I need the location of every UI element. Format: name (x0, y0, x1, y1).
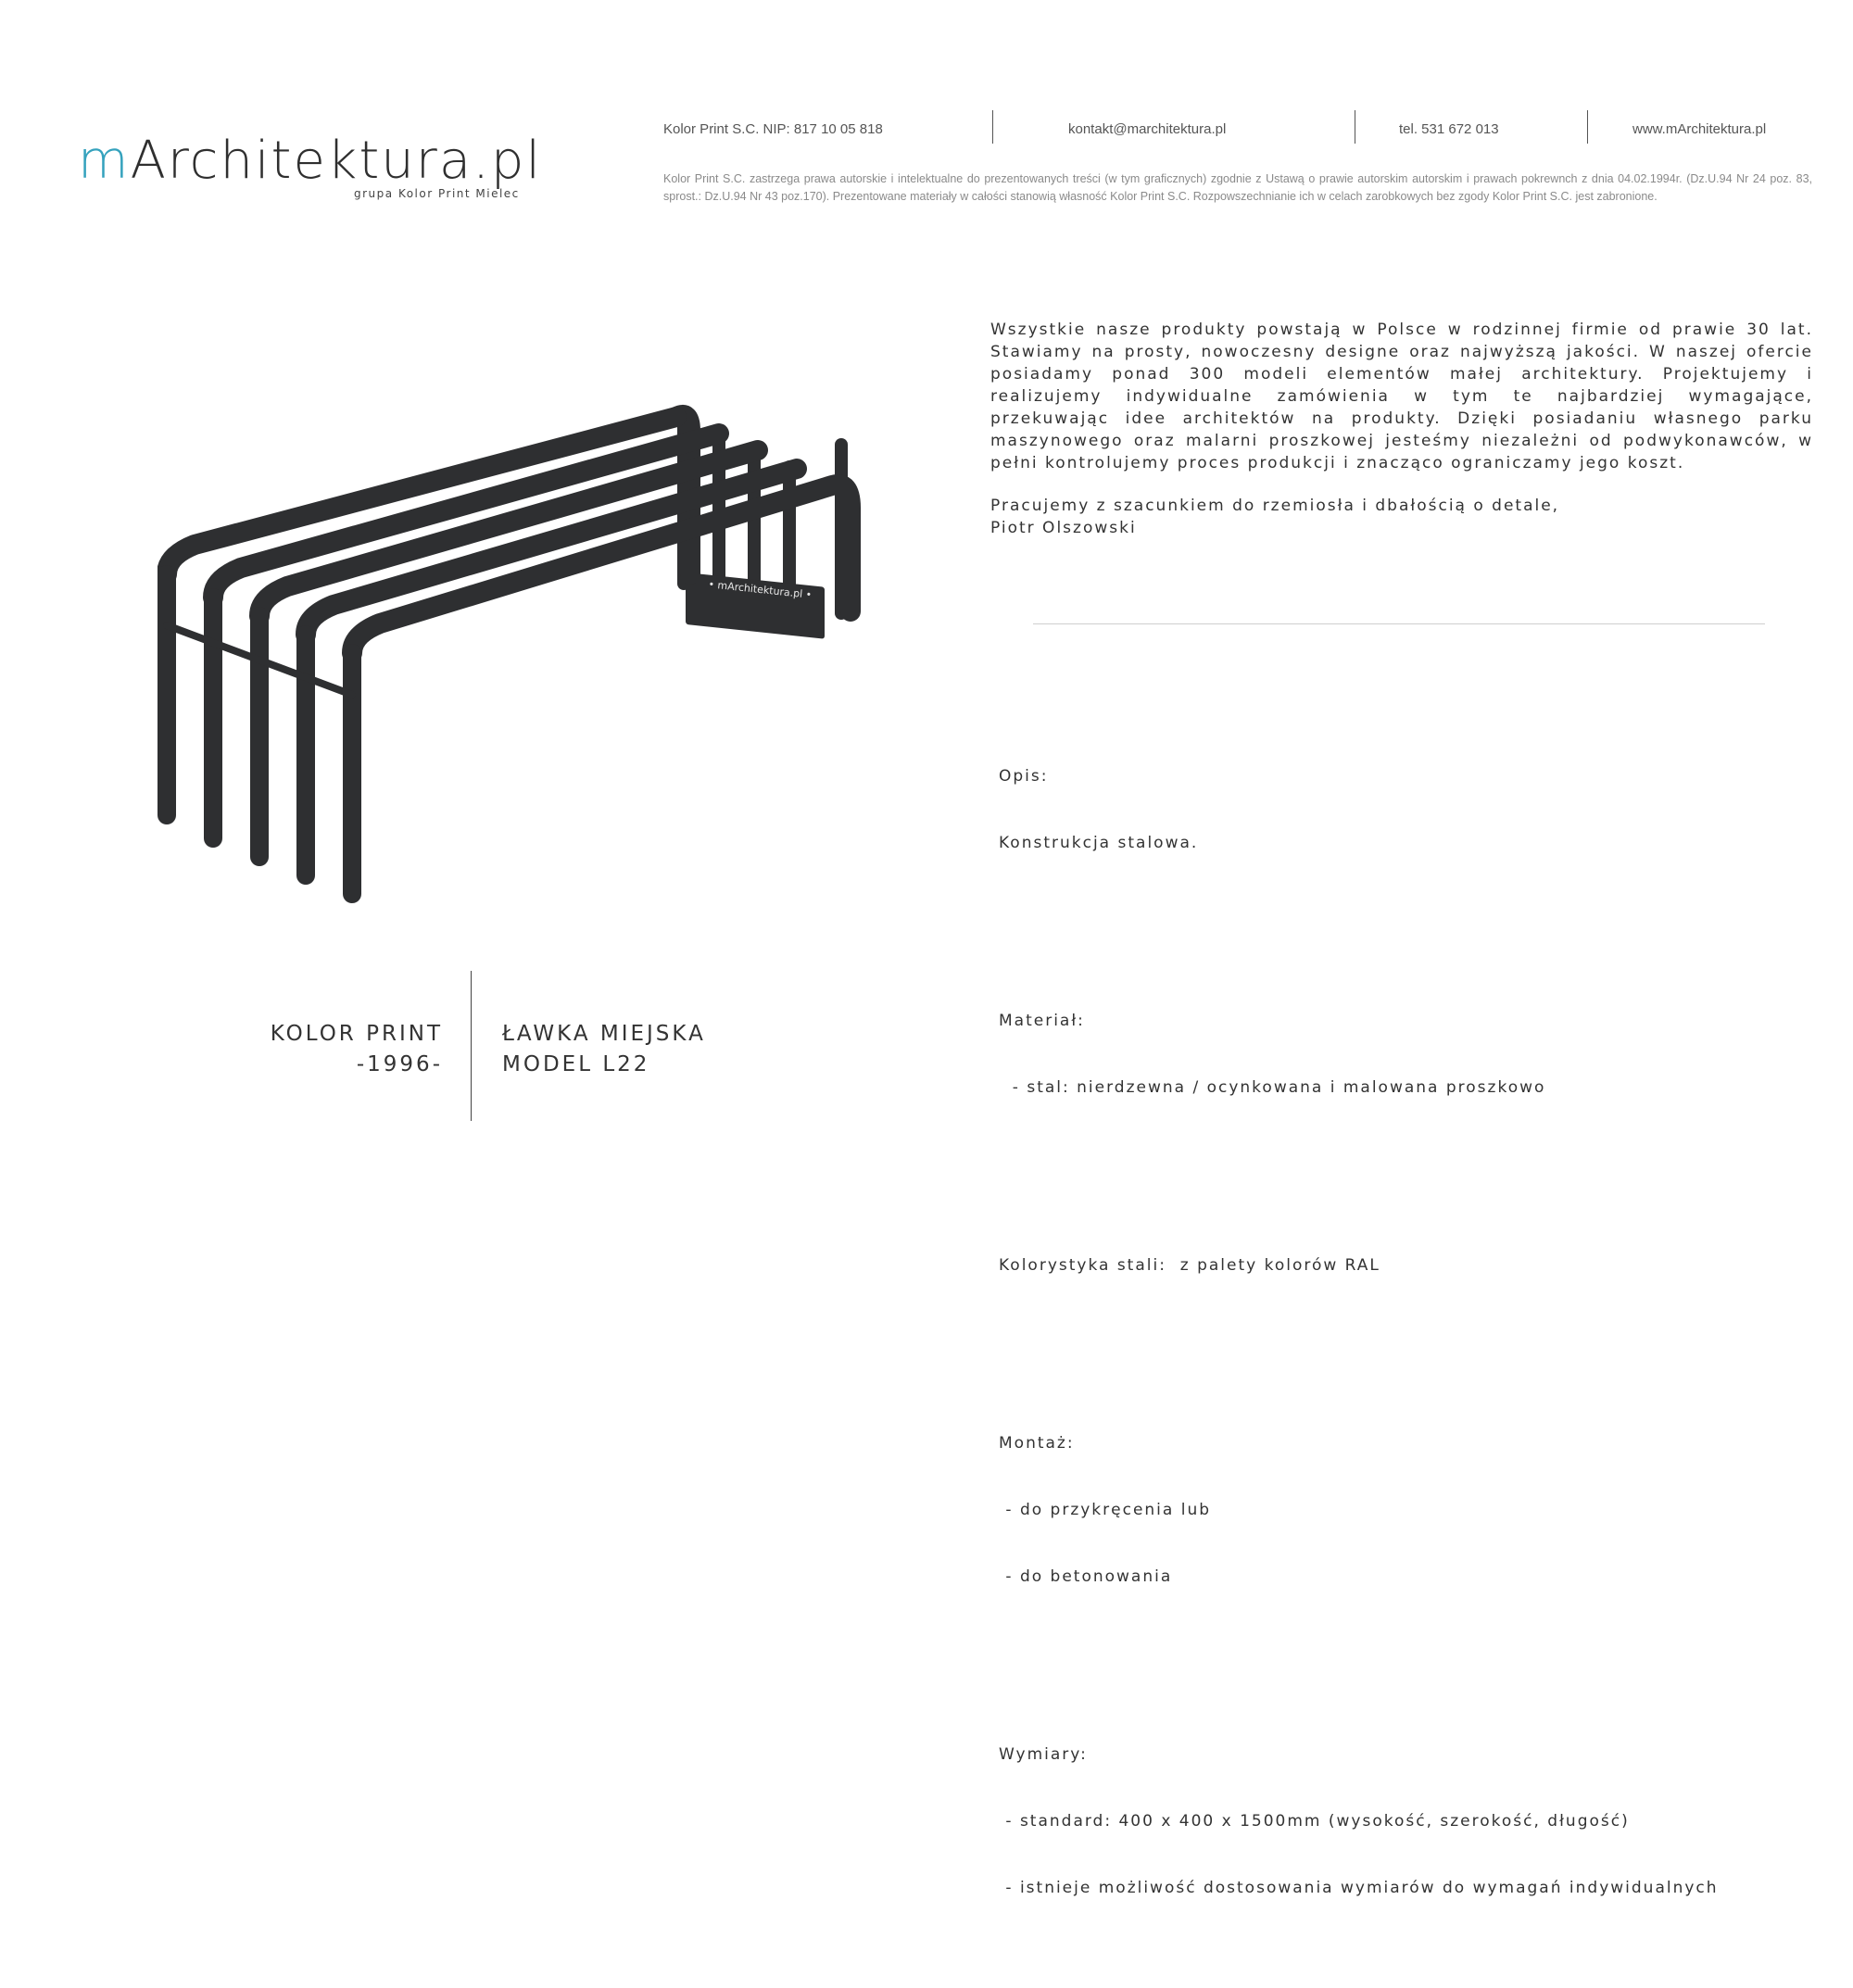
bench-left-legs (167, 574, 352, 894)
product-title (502, 1019, 706, 1080)
logo-m: m (78, 131, 131, 191)
spec-material-value: - stal: nierdzewna / ocynkowana i malowana proszkowo (999, 1078, 1546, 1097)
section-divider (1033, 623, 1765, 624)
spec-montaz-item: - do przykręcenia lub (999, 1501, 1212, 1519)
contact-email[interactable]: kontakt@marchitektura.pl (1068, 121, 1227, 137)
brand-name: KOLOR PRINT (270, 1022, 443, 1046)
company-info: Kolor Print S.C. NIP: 817 10 05 818 (663, 121, 883, 137)
intro-section (990, 319, 1813, 539)
specs-section (999, 676, 1719, 1988)
legal-notice: Kolor Print S.C. zastrzega prawa autorskie i intelektualne do prezentowanych treści (w tym graficznych) zgodnie z Ustawą o prawie autorskim autorskim i prawach pokrewnch z dnia 04.02.1994r. (Dz.U.94 Nr 24 poz. 83, sprost.: Dz.U.94 Nr 43 poz.170). Prezentowane materiały w całości stanowią własność Kolor Print S.C. Rozpowszechnianie ich w celach zarobkowych bez zgody Kolor Print S.C. jest zabronione. (663, 172, 1812, 203)
brand-logo (78, 131, 543, 191)
spec-opis-value: Konstrukcja stalowa. (999, 834, 1199, 852)
spec-wymiary-label: Wymiary: (999, 1745, 1088, 1764)
title-divider (471, 971, 472, 1121)
product-name: ŁAWKA MIEJSKA (502, 1022, 706, 1046)
spec-color: Kolorystyka stali: z palety kolorów RAL (999, 1256, 1380, 1275)
spec-opis-label: Opis: (999, 767, 1049, 786)
header-divider (992, 110, 993, 144)
logo-wordmark: Architektura.pl (130, 131, 543, 191)
contact-phone[interactable]: tel. 531 672 013 (1399, 121, 1499, 137)
product-model: MODEL L22 (502, 1052, 650, 1076)
spec-montaz-item: - do betonowania (999, 1567, 1173, 1586)
spec-material-label: Materiał: (999, 1012, 1085, 1030)
logo-subtitle: grupa Kolor Print Mielec (354, 187, 520, 200)
header-divider (1587, 110, 1588, 144)
spec-wymiary-item: - standard: 400 x 400 x 1500mm (wysokość, szerokość, długość) (999, 1812, 1630, 1831)
spec-wymiary-item: - istnieje możliwość dostosowania wymiarów do wymagań indywidualnych (999, 1879, 1719, 1897)
brand-year: -1996- (356, 1052, 443, 1076)
brand-title (185, 1019, 443, 1080)
intro-signature: Piotr Olszowski (990, 519, 1137, 537)
bench-plate-text: • mArchitektura.pl • (707, 578, 813, 601)
bench-illustration (158, 389, 880, 908)
spec-montaz-label: Montaż: (999, 1434, 1075, 1453)
website-link[interactable]: www.mArchitektura.pl (1632, 121, 1767, 137)
intro-closing: Pracujemy z szacunkiem do rzemiosła i dbałością o detale, (990, 497, 1560, 515)
intro-paragraph: Wszystkie nasze produkty powstają w Polsce w rodzinnej firmie od prawie 30 lat. Stawiamy na prosty, nowoczesny designe oraz najwyższą jakości. W naszej ofercie posiadamy ponad 300 modeli elementów małej architektury. Projektujemy i realizujemy indywidualne zamówienia w tym te najbardziej wymagające, przekuwając idee architektów na produkty. Dzięki posiadaniu własnego parku maszynowego oraz malarni proszkowej jesteśmy niezależni od podwykonawców, w pełni kontrolujemy proces produkcji i znacząco ograniczamy jego koszt. (990, 321, 1813, 472)
